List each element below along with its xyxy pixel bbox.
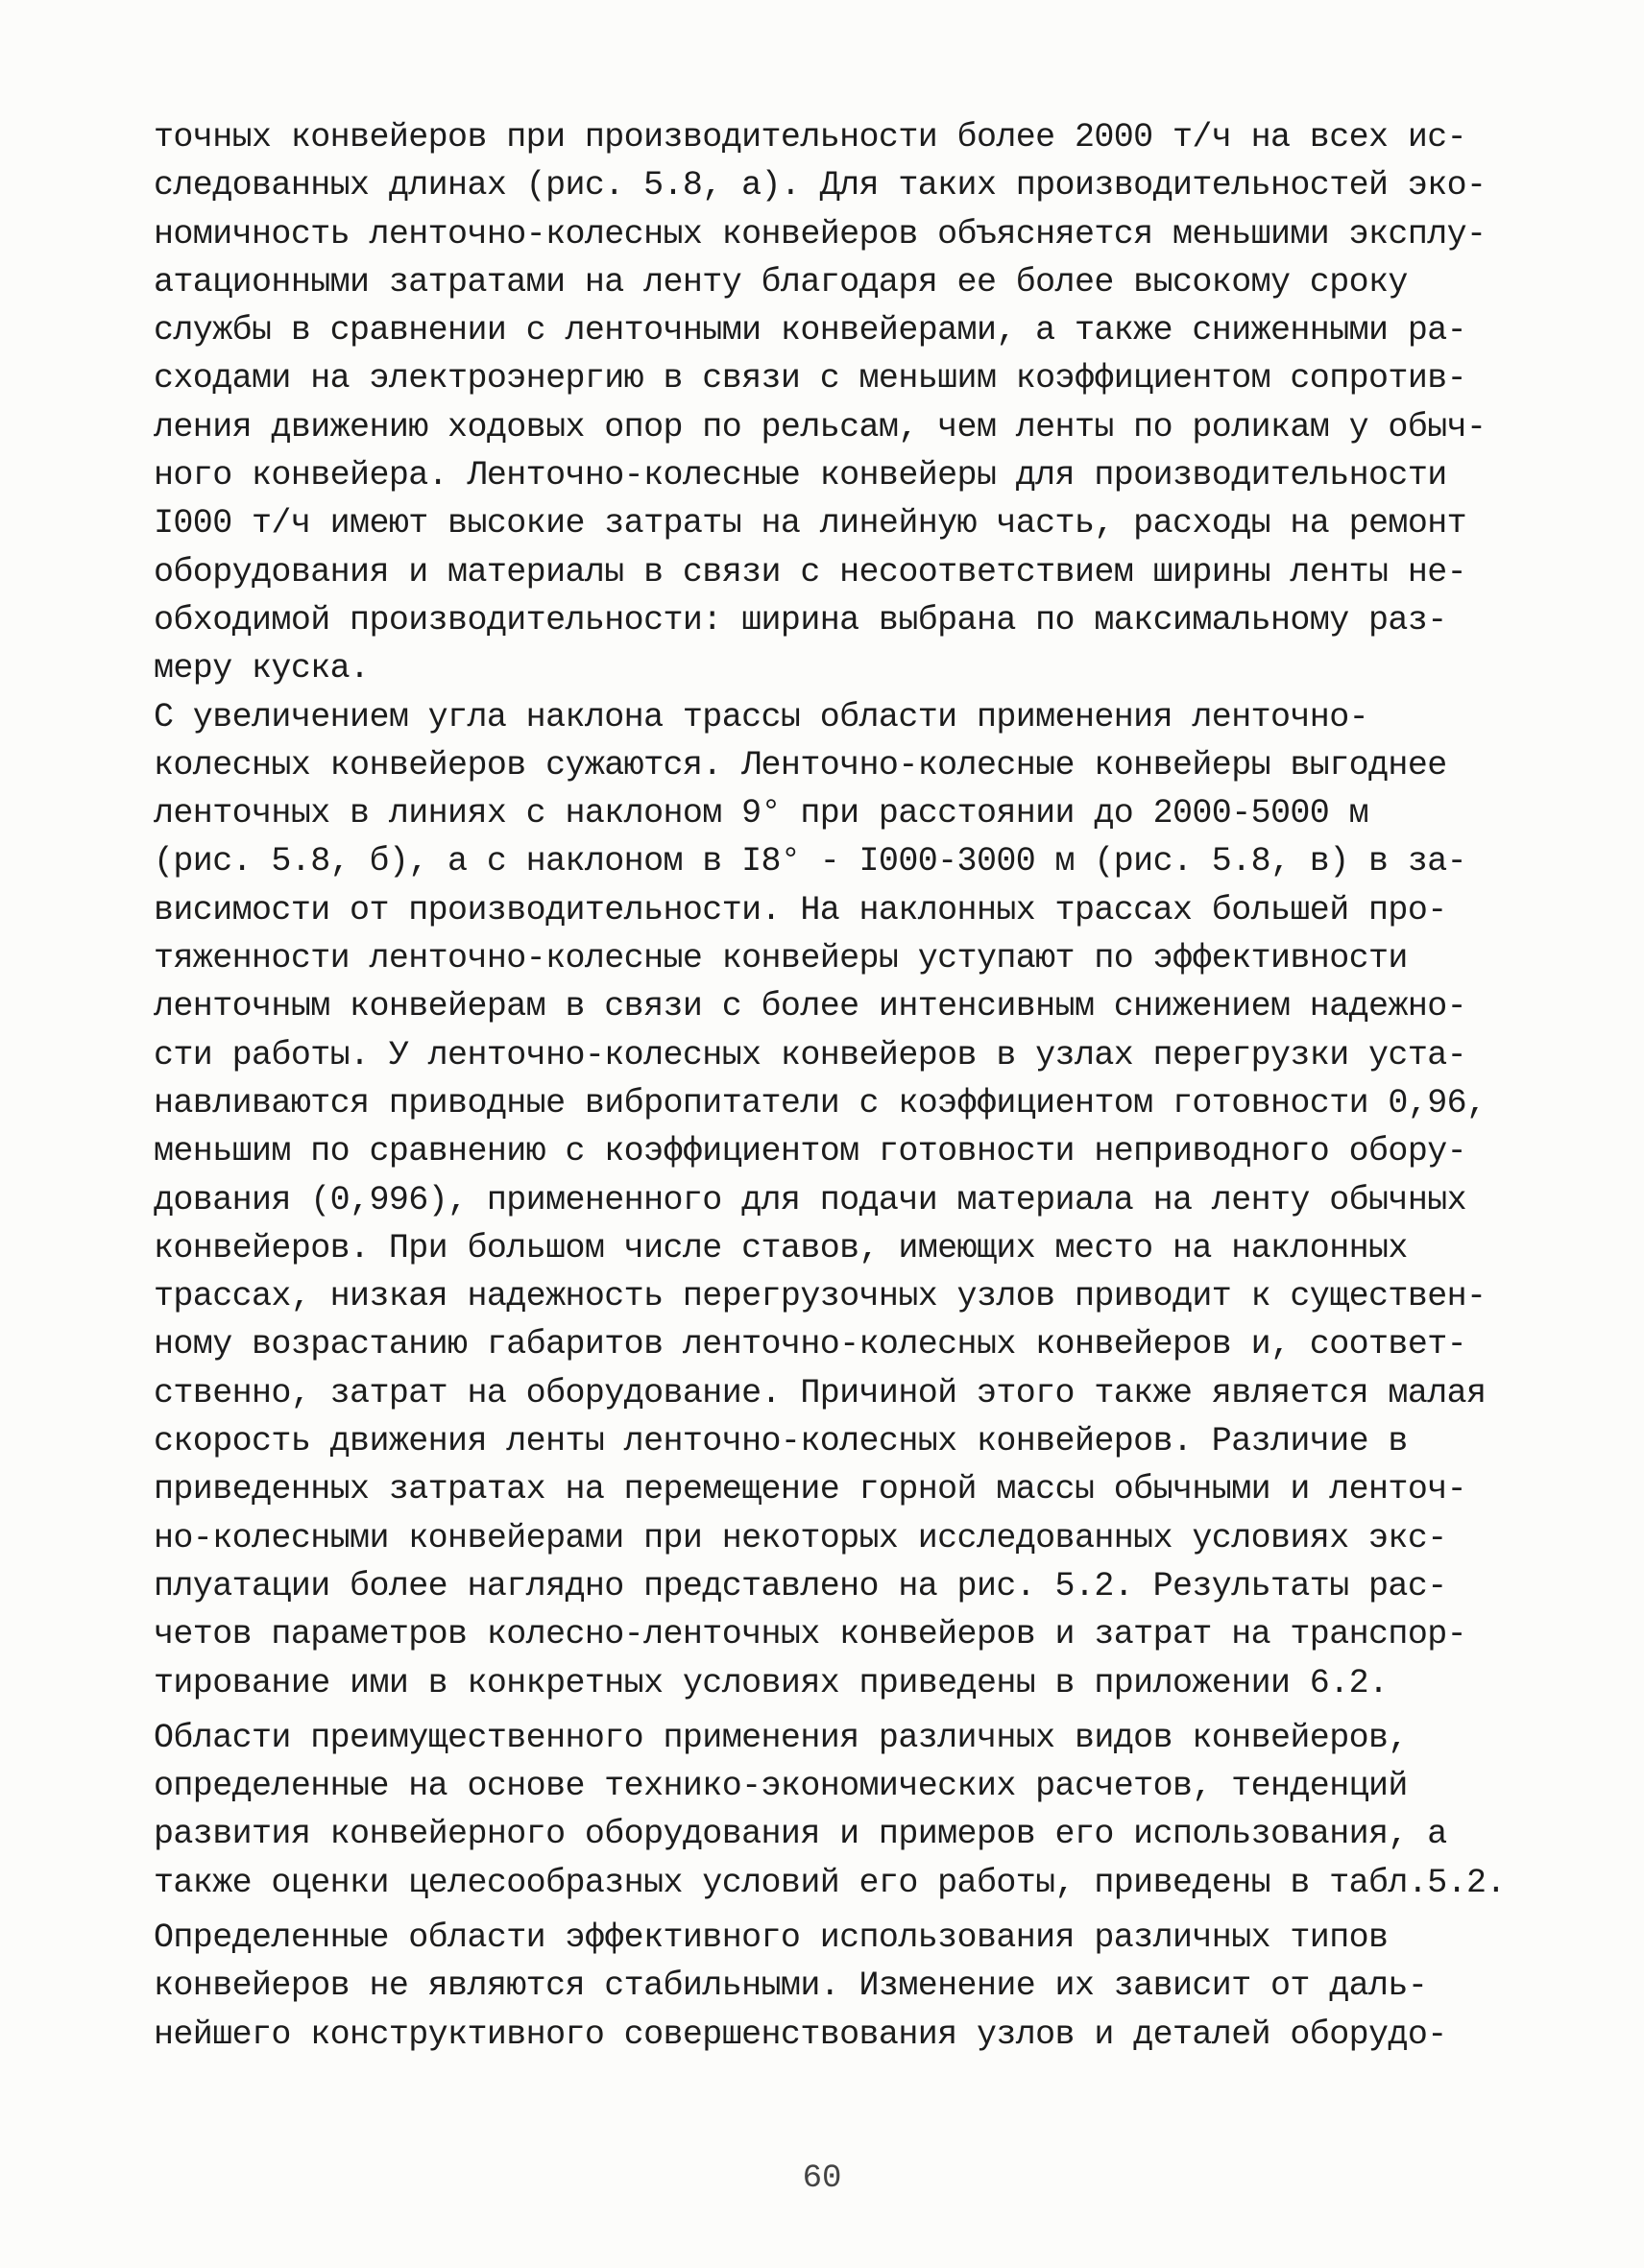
text-line: дования (0,996), примененного для подачи материала на ленту обычных — [154, 1180, 1467, 1219]
text-line: сходами на электроэнергию в связи с меньшим коэффициентом сопротив- — [154, 359, 1467, 398]
text-line: ного конвейера. Ленточно-колесные конвейеры для производительности — [154, 456, 1447, 495]
text-line: плуатации более наглядно представлено на рис. 5.2. Результаты рас- — [154, 1566, 1447, 1605]
text-line: оборудования и материалы в связи с несоответствием ширины ленты не- — [154, 552, 1467, 591]
paragraph — [154, 113, 1498, 693]
page-number: 60 — [802, 2160, 842, 2197]
text-line: меньшим по сравнению с коэффициентом готовности неприводного обору- — [154, 1132, 1467, 1171]
text-line: навливаются приводные вибропитатели с коэффициентом готовности 0,96, — [154, 1083, 1487, 1122]
text-line: ному возрастанию габаритов ленточно-колесных конвейеров и, соответ- — [154, 1325, 1467, 1364]
text-line: меру куска. — [154, 649, 370, 688]
text-line: следованных длинах (рис. 5.8, а). Для таких производительностей эко- — [154, 166, 1487, 205]
text-line: нейшего конструктивного совершенствования узлов и деталей оборудо- — [154, 2015, 1447, 2054]
text-line: ления движению ходовых опор по рельсам, чем ленты по роликам у обыч- — [154, 407, 1487, 446]
text-line: номичность ленточно-колесных конвейеров объясняется меньшими эксплу- — [154, 214, 1487, 253]
text-line: ственно, затрат на оборудование. Причиной этого также является малая — [154, 1373, 1487, 1412]
text-line: колесных конвейеров сужаются. Ленточно-колесные конвейеры выгоднее — [154, 745, 1447, 784]
text-line: ленточных в линиях с наклоном 9° при расстоянии до 2000-5000 м — [154, 794, 1369, 833]
text-line: скорость движения ленты ленточно-колесных конвейеров. Различие в — [154, 1422, 1408, 1461]
text-line: висимости от производительности. На наклонных трассах большей про- — [154, 890, 1447, 929]
text-line: (рис. 5.8, б), а с наклоном в I8° - I000-3000 м (рис. 5.8, в) в за- — [154, 842, 1467, 881]
text-line: точных конвейеров при производительности более 2000 т/ч на всех ис- — [154, 118, 1467, 157]
text-line: четов параметров колесно-ленточных конвейеров и затрат на транспор- — [154, 1615, 1467, 1654]
text-line: тирование ими в конкретных условиях приведены в приложении 6.2. — [154, 1663, 1389, 1702]
text-line: конвейеров не являются стабильными. Изменение их зависит от даль- — [154, 1966, 1428, 2006]
paragraph — [154, 693, 1498, 1707]
text-line: Области преимущественного применения различных видов конвейеров, — [154, 1718, 1408, 1757]
text-line: также оценки целесообразных условий его работы, приведены в табл.5.2. — [154, 1863, 1506, 1902]
text-line: но-колесными конвейерами при некоторых исследованных условиях экс- — [154, 1518, 1447, 1557]
text-line: I000 т/ч имеют высокие затраты на линейную часть, расходы на ремонт — [154, 504, 1467, 543]
text-line: С увеличением угла наклона трассы области применения ленточно- — [154, 697, 1369, 736]
text-line: сти работы. У ленточно-колесных конвейеров в узлах перегрузки уста- — [154, 1035, 1467, 1074]
text-line: атационными затратами на ленту благодаря ее более высокому сроку — [154, 262, 1408, 302]
text-line: службы в сравнении с ленточными конвейерами, а также сниженными ра- — [154, 311, 1467, 350]
body-text — [154, 113, 1506, 2059]
text-line: тяженности ленточно-колесные конвейеры уступают по эффективности — [154, 939, 1408, 978]
text-line: обходимой производительности: ширина выбрана по максимальному раз- — [154, 600, 1447, 639]
text-line: развития конвейерного оборудования и примеров его использования, а — [154, 1815, 1447, 1854]
text-line: определенные на основе технико-экономических расчетов, тенденций — [154, 1767, 1408, 1806]
text-line: ленточным конвейерам в связи с более интенсивным снижением надежно- — [154, 987, 1467, 1026]
text-line: трассах, низкая надежность перегрузочных узлов приводит к существен- — [154, 1277, 1487, 1316]
text-line: приведенных затратах на перемещение горной массы обычными и ленточ- — [154, 1470, 1467, 1509]
text-line: конвейеров. При большом числе ставов, имеющих место на наклонных — [154, 1228, 1408, 1267]
text-line: Определенные области эффективного использования различных типов — [154, 1918, 1389, 1957]
